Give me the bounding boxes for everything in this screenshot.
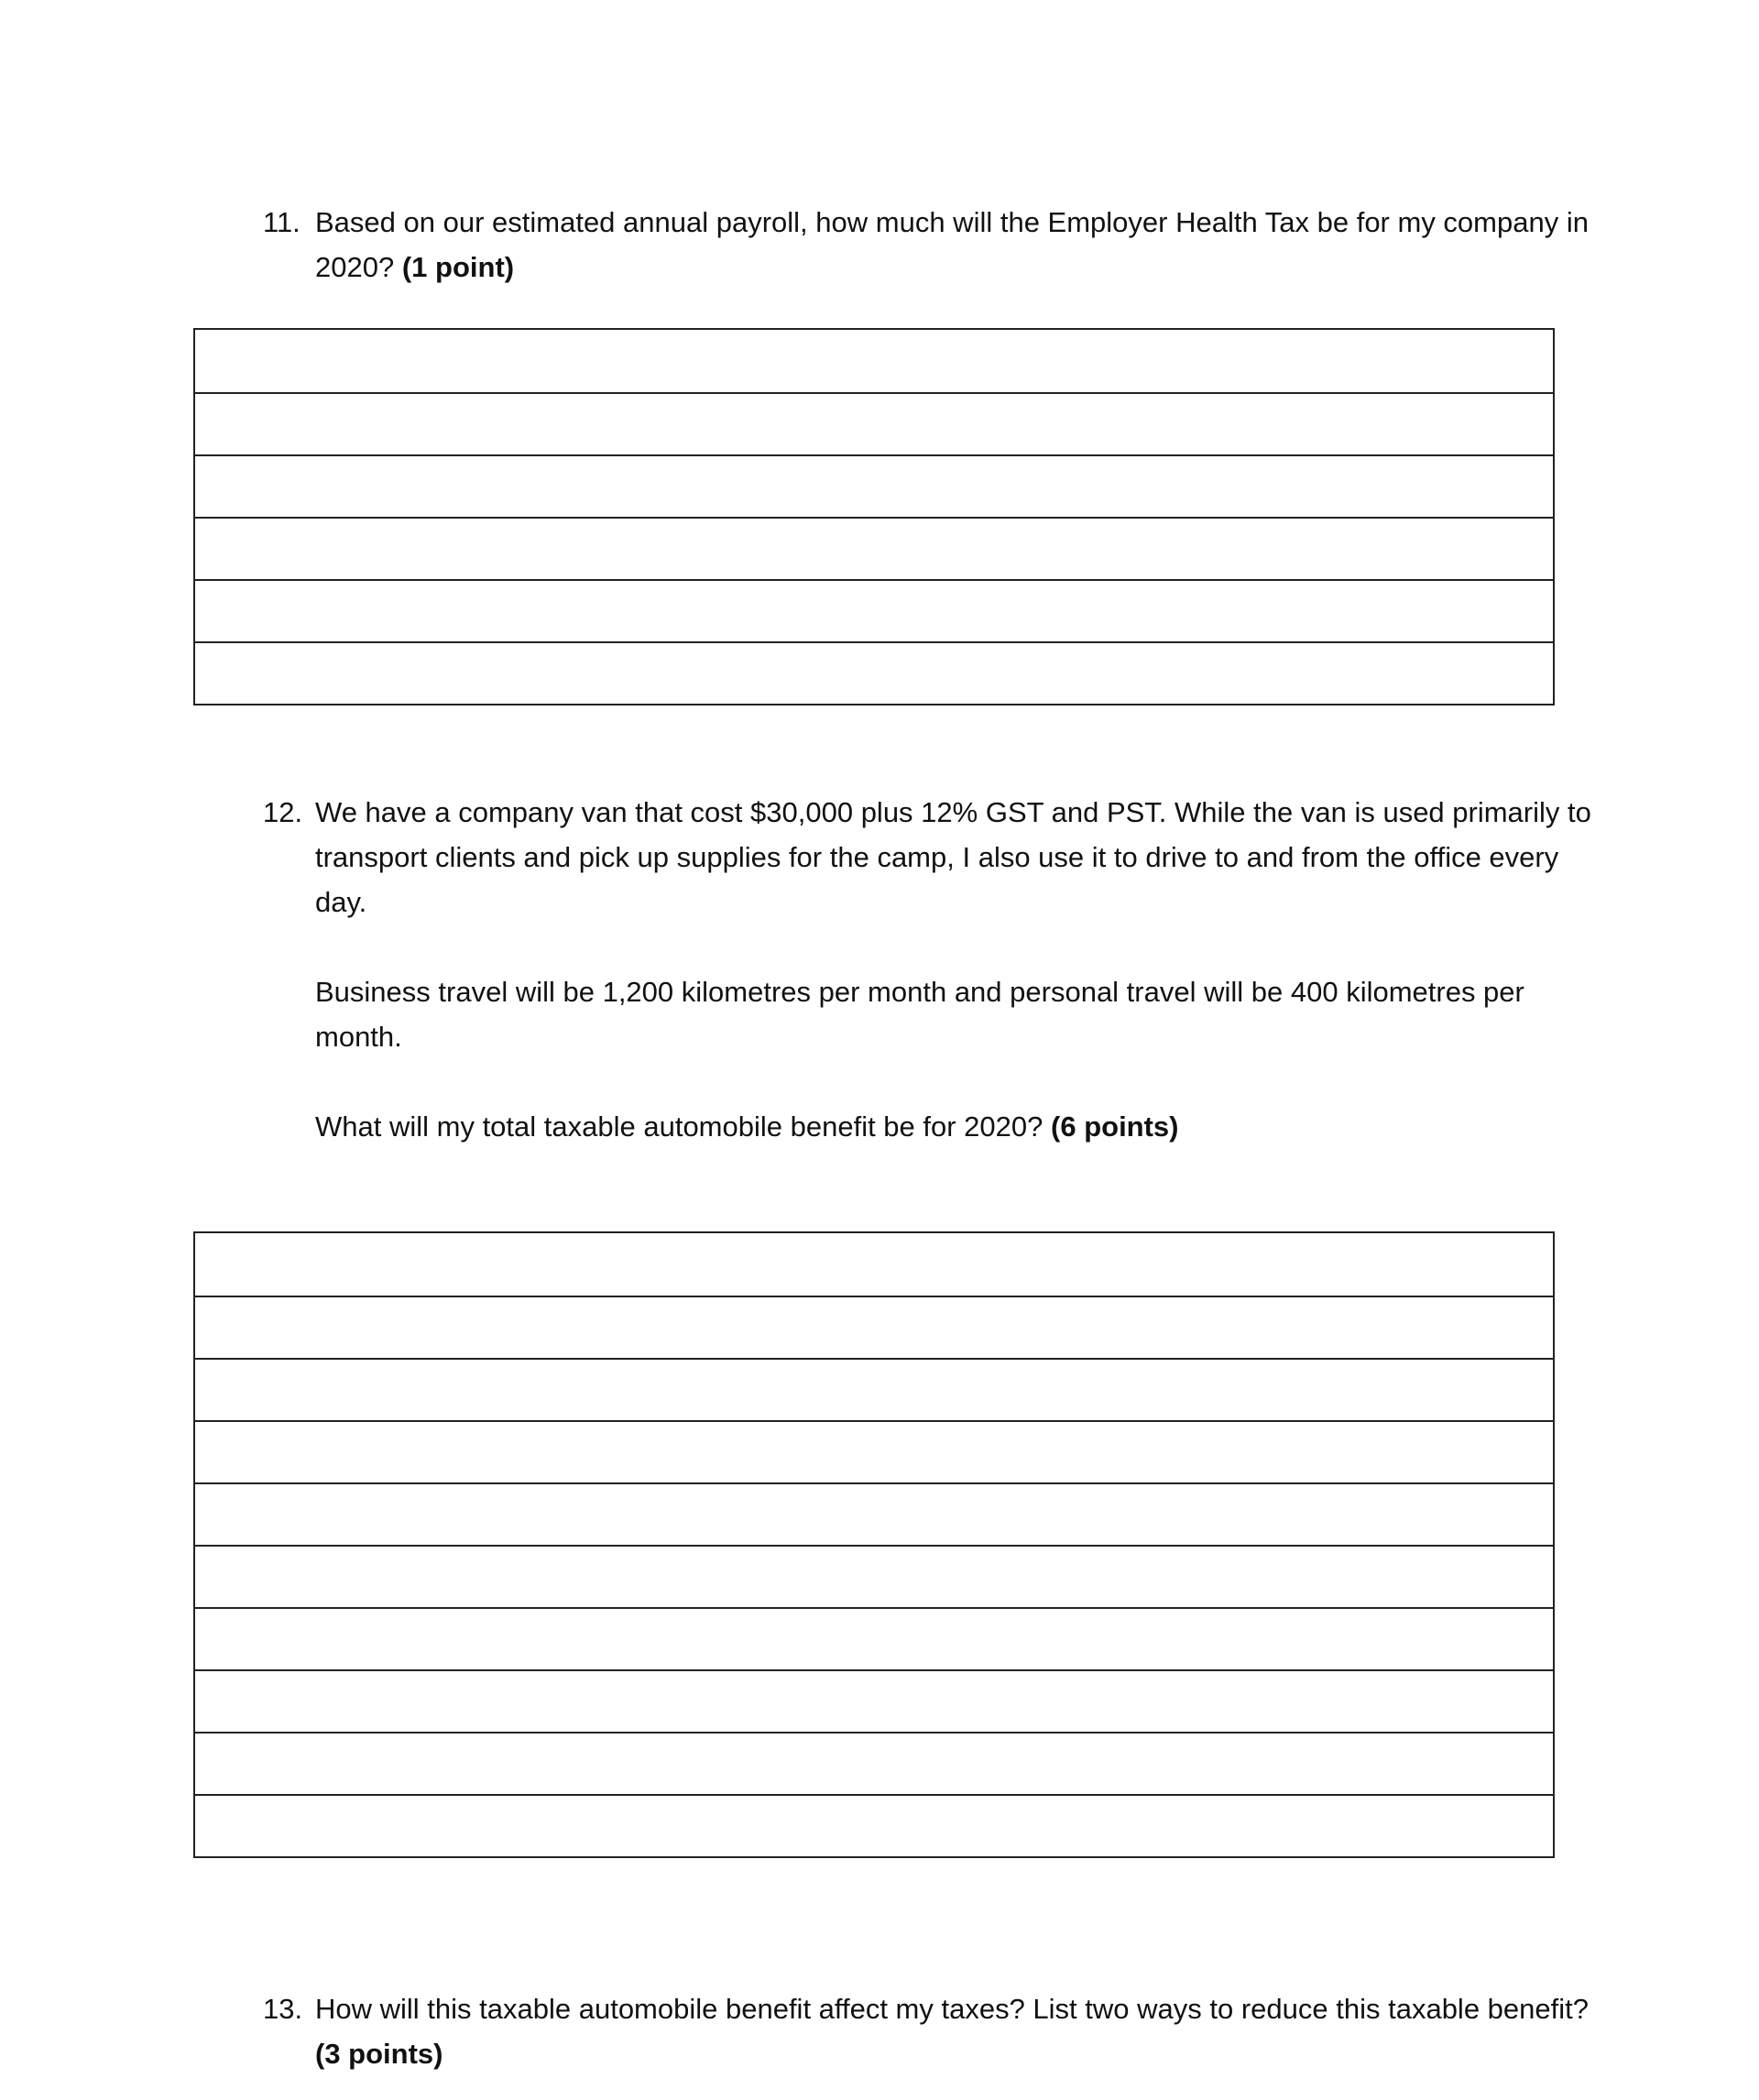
answer-line[interactable] (195, 454, 1553, 517)
answer-line[interactable] (195, 1545, 1553, 1607)
question-text: What will my total taxable automobile benefit be for 2020? (315, 1110, 1043, 1143)
question-body (315, 200, 1601, 290)
question-text: How will this taxable automobile benefit affect my taxes? List two ways to reduce this taxable benefit? (315, 1993, 1589, 2025)
answer-line[interactable] (195, 1233, 1553, 1296)
answer-line[interactable] (195, 1607, 1553, 1669)
question-number: 12. (263, 796, 303, 828)
answer-line[interactable] (195, 1794, 1553, 1856)
answer-box-11[interactable] (193, 328, 1555, 705)
question-number: 13. (263, 1993, 303, 2025)
answer-line[interactable] (195, 641, 1553, 704)
question-body (315, 1986, 1601, 2076)
answer-line[interactable] (195, 579, 1553, 641)
question-paragraph (315, 969, 1601, 1059)
answer-line[interactable] (195, 1420, 1553, 1482)
points-label: (3 points) (315, 2038, 443, 2070)
question-text: Business travel will be 1,200 kilometres per month and personal travel will be 400 kilometres per month. (315, 976, 1524, 1053)
points-label: (1 point) (401, 251, 515, 283)
answer-line[interactable] (195, 517, 1553, 579)
answer-line[interactable] (195, 1358, 1553, 1420)
points-label: (6 points) (1051, 1110, 1179, 1143)
answer-line[interactable] (195, 1296, 1553, 1358)
answer-line[interactable] (195, 1669, 1553, 1732)
question-text: We have a company van that cost $30,000 plus 12% GST and PST. While the van is used primarily to transport clients and pick up supplies for the camp, I also use it to drive to and from the office every day. (315, 796, 1591, 918)
question-paragraph (315, 1986, 1601, 2076)
answer-box-12[interactable] (193, 1231, 1555, 1858)
question-paragraph (315, 200, 1601, 290)
answer-line[interactable] (195, 1482, 1553, 1545)
question-paragraph (315, 1104, 1601, 1149)
answer-line[interactable] (195, 392, 1553, 454)
answer-line[interactable] (195, 1732, 1553, 1794)
question-13 (263, 1986, 1601, 2076)
question-text: Based on our estimated annual payroll, how much will the Employer Health Tax be for my company in 2020? (315, 206, 1589, 283)
question-11 (263, 200, 1601, 290)
question-paragraph (315, 790, 1601, 924)
question-number: 11. (263, 206, 300, 238)
answer-line[interactable] (195, 330, 1553, 392)
question-12 (263, 790, 1601, 1149)
question-body (315, 790, 1601, 1149)
